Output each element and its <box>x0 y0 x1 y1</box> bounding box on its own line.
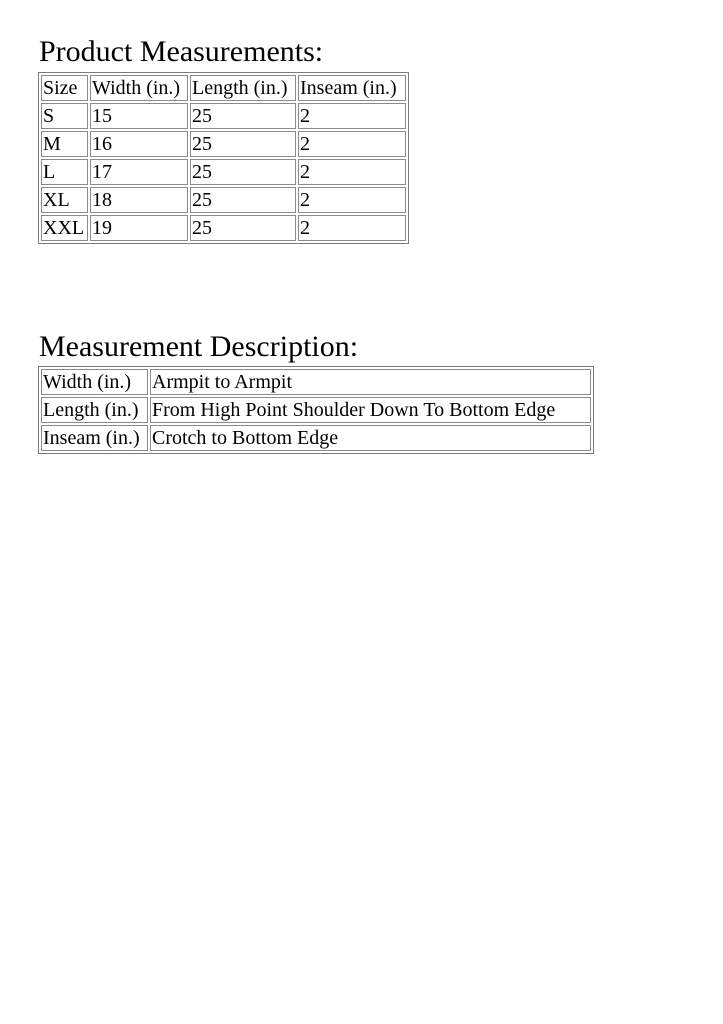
size-cell: S <box>41 103 88 129</box>
length-cell: 25 <box>190 131 296 157</box>
length-cell: 25 <box>190 103 296 129</box>
header-cell-length: Length (in.) <box>190 75 296 101</box>
table-row <box>41 103 406 129</box>
table-row <box>41 159 406 185</box>
measurement-name-cell: Width (in.) <box>41 369 148 395</box>
table-row <box>41 425 591 451</box>
length-cell: 25 <box>190 159 296 185</box>
width-cell: 19 <box>90 215 188 241</box>
measurement-description-cell: Armpit to Armpit <box>150 369 591 395</box>
size-cell: M <box>41 131 88 157</box>
measurement-description-heading: Measurement Description: <box>39 330 359 363</box>
width-cell: 15 <box>90 103 188 129</box>
inseam-cell: 2 <box>298 187 406 213</box>
inseam-cell: 2 <box>298 159 406 185</box>
inseam-cell: 2 <box>298 215 406 241</box>
width-cell: 16 <box>90 131 188 157</box>
header-cell-size: Size <box>41 75 88 101</box>
header-cell-width: Width (in.) <box>90 75 188 101</box>
size-cell: L <box>41 159 88 185</box>
measurement-description-table <box>38 366 594 454</box>
width-cell: 17 <box>90 159 188 185</box>
measurement-description-cell: From High Point Shoulder Down To Bottom Edge <box>150 397 591 423</box>
table-row <box>41 215 406 241</box>
product-measurements-heading: Product Measurements: <box>39 35 324 68</box>
table-row <box>41 397 591 423</box>
width-cell: 18 <box>90 187 188 213</box>
size-cell: XXL <box>41 215 88 241</box>
measurement-name-cell: Inseam (in.) <box>41 425 148 451</box>
table-row <box>41 131 406 157</box>
table-row <box>41 187 406 213</box>
table-header-row <box>41 75 406 101</box>
header-cell-inseam: Inseam (in.) <box>298 75 406 101</box>
product-measurements-table <box>38 72 409 244</box>
inseam-cell: 2 <box>298 131 406 157</box>
length-cell: 25 <box>190 215 296 241</box>
length-cell: 25 <box>190 187 296 213</box>
inseam-cell: 2 <box>298 103 406 129</box>
table-row <box>41 369 591 395</box>
measurement-name-cell: Length (in.) <box>41 397 148 423</box>
size-cell: XL <box>41 187 88 213</box>
measurement-description-cell: Crotch to Bottom Edge <box>150 425 591 451</box>
